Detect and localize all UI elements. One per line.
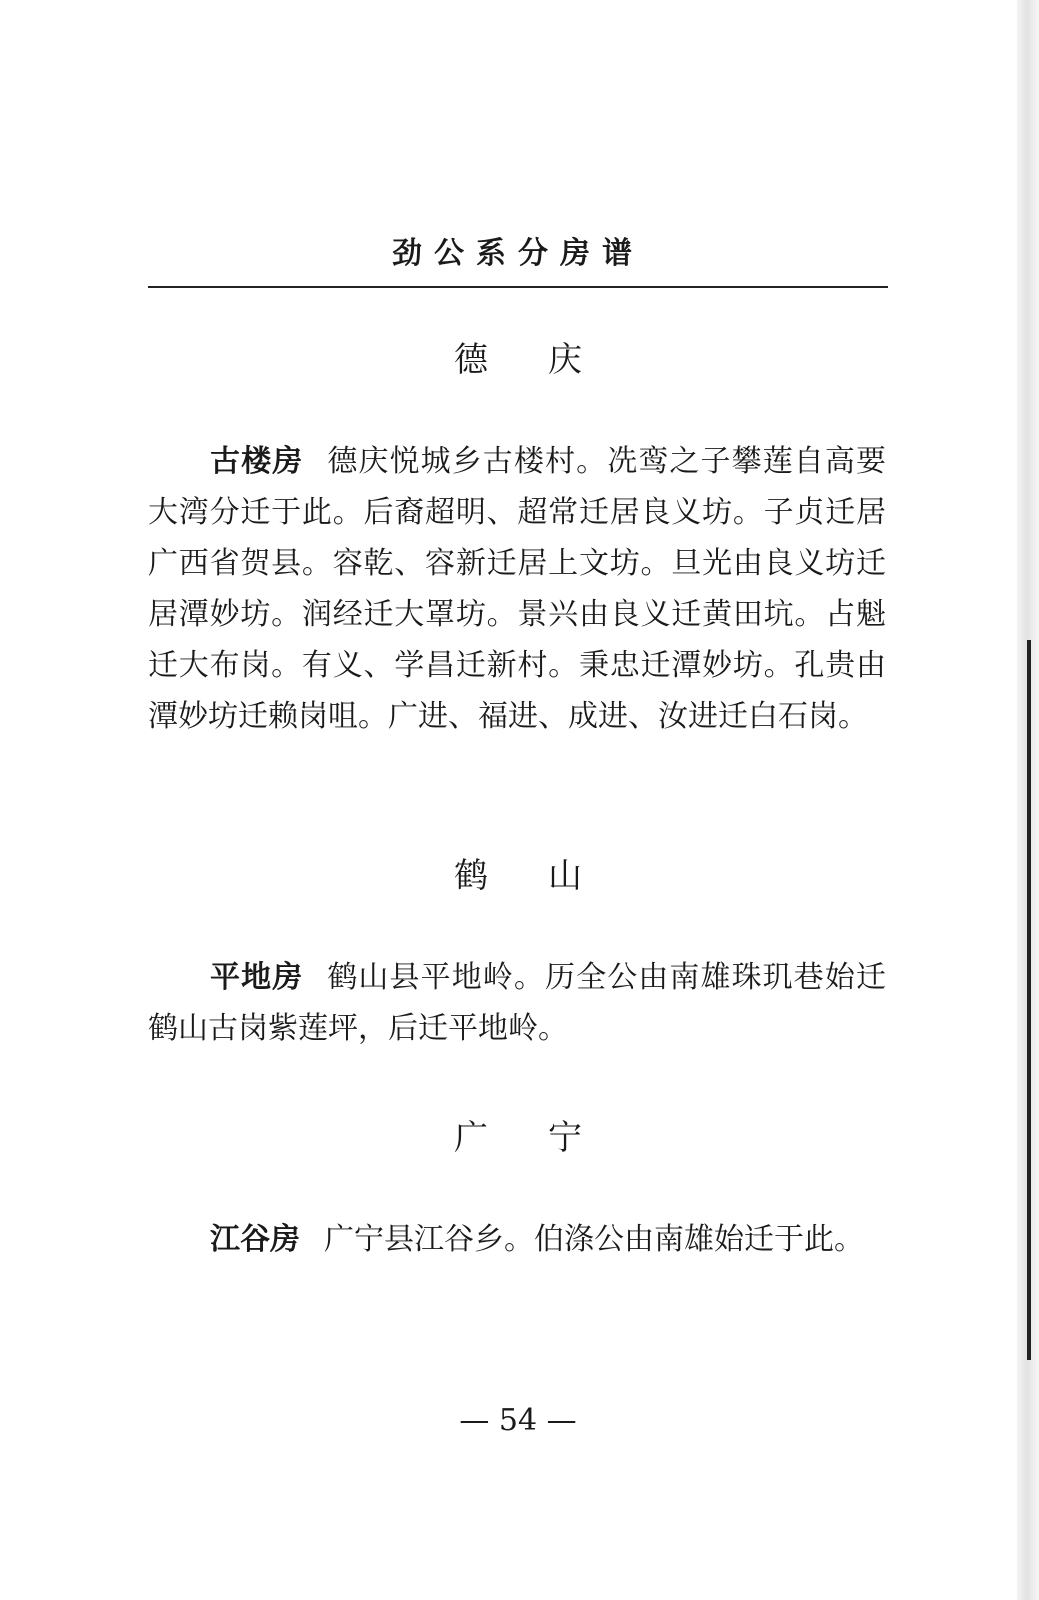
entry-text: 德庆悦城乡古楼村。冼鸾之子攀莲自高要大湾分迁于此。后裔超明、超常迁居良义坊。子贞迁居广西省贺县。容乾、容新迁居上文坊。旦光由良义坊迁居潭妙坊。润经迁大罩坊。景兴由良义迁黄田坑。占魁迁大布岗。有义、学昌迁新村。秉忠迁潭妙坊。孔贵由潭妙坊迁赖岗咀。广进、福进、成进、汝进迁白石岗。 [148, 444, 887, 734]
section-heading-guangning: 广宁 [454, 1118, 642, 1158]
running-header: 劲公系分房谱 [392, 236, 644, 271]
entry-jianggu [148, 1214, 886, 1265]
page-number: — 54 — [459, 1403, 577, 1438]
binding-edge-mark [1027, 640, 1031, 1360]
entry-lead: 古楼房 [210, 444, 304, 479]
section-heading-heshan: 鹤山 [454, 856, 642, 896]
entry-gulou [148, 436, 886, 742]
section-heading-deqing: 德庆 [454, 340, 642, 380]
entry-text: 广宁县江谷乡。伯涤公由南雄始迁于此。 [324, 1222, 864, 1257]
entry-pingdi [148, 952, 886, 1054]
entry-lead: 平地房 [210, 960, 304, 995]
entry-text: 鹤山县平地岭。历全公由南雄珠玑巷始迁鹤山古岗紫莲坪，后迁平地岭。 [148, 960, 887, 1046]
entry-lead: 江谷房 [210, 1222, 300, 1257]
header-rule [148, 286, 888, 288]
